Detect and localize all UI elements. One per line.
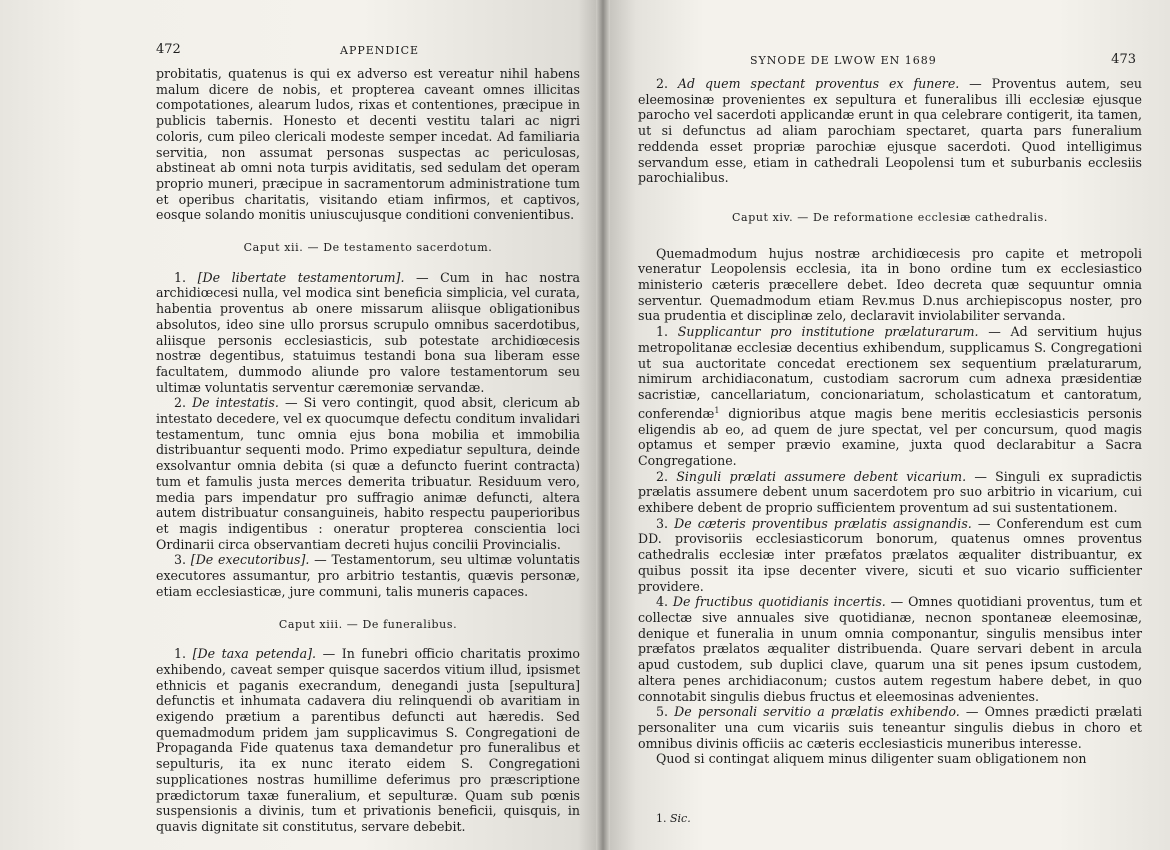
footnote-number: 1. — [656, 812, 670, 826]
article-number: 1. — [656, 324, 678, 340]
page-number-left: 472 — [156, 42, 181, 57]
article-text: — Cum in hac nostra archidiœcesi nulla, vel modica sint beneficia simplicia, vel curata, habentia proventus ab onere missarum aliisque obligationibus absolutos, ideo sine ullo prorsus scrupulo omnibus sacerdotibus, aliisque personis ecclesiasticis, sub potestate archidiœcesis nostræ degentibus, statuimus testandi bona sua liberam esse facultatem, dummodo aliunde pro valore testamentorum seu ultimæ voluntatis serventur cæremoniæ servandæ. — [156, 269, 580, 395]
article-12-1 — [156, 270, 580, 396]
article-number: 3. — [656, 515, 675, 531]
paragraph-quod-si: Quod si contingat aliquem minus diligenter suam obligationem non — [656, 751, 1087, 767]
article-title: De cæteris proventibus prælatis assignandis. — [674, 515, 972, 531]
article-12-2 — [156, 395, 580, 552]
article-number: 1. — [174, 646, 193, 662]
article-number: 2. — [656, 468, 677, 484]
article-title: [De executoribus]. — [190, 552, 310, 568]
article-title: Supplicantur pro institutione prælaturarum. — [677, 324, 979, 340]
paragraph-probitatis: probitatis, quatenus is qui ex adverso est vereatur nihil habens malum dicere de nobis, et propterea caveant omnes illicitas compotationes, alearum ludos, rixas et contentiones, præcipue in publicis tabernis. Honesto et decenti vestitu talari ac nigri coloris, cum pileo clericali modeste semper incedat. Ad familiaria servitia, non assumat personas suspectas ac periculosas, abstineat ab omni nota turpis aviditatis, sed sedulam det operam proprio muneri, præcipue in sacramentorum administratione tum et operibus charitatis, visitando etiam infirmos, et captivos, eosque solando monitis uniuscujusque conditioni convenientibus. — [156, 66, 580, 223]
article-text: — Ad servitium hujus metropolitanæ ecclesiæ decentius exhibendum, supplicamus S. Congregationi ut sua auctoritate concedat erectionem sex sequentium prælaturarum, nimirum archidiaconatum, custodiam sacrorum cum adnexa præsidentiæ sacristiæ, cancellariatum, concionariatum, scholasticatum et cantoratum, conferendæ — [638, 324, 1142, 421]
article-12-3 — [156, 552, 580, 599]
right-page — [602, 0, 1170, 850]
article-text: — Conferendum est cum DD. provisoriis ecclesiasticorum bonorum, quatenus omnes proventus cathedralis ecclesiæ inter præfatos prælatos æqualiter distribuantur, ex quibus possit ita ipse decenter vivere, sicuti et suo vicario sufficienter providere. — [638, 515, 1142, 594]
article-text: — Omnes prædicti prælati personaliter una cum vicariis suis teneantur singulis diebus in choro et omnibus divinis officiis ac cæteris ecclesiasticis muneribus interesse. — [638, 704, 1142, 751]
running-header-left — [156, 42, 580, 60]
article-text-continued: dignioribus atque magis bene meritis ecclesiasticis personis eligendis ab eo, ad quem de jure spectat, vel per concursum, quod magis optamus et semper prævio examine, juxta quod declarabitur a Sacra Congregatione. — [638, 405, 1142, 468]
article-14-2 — [638, 469, 1142, 516]
article-title: Singuli prælati assumere debent vicarium. — [676, 468, 967, 484]
book-gutter — [596, 0, 610, 850]
article-14-3 — [638, 516, 1142, 595]
article-number: 3. — [174, 552, 191, 568]
running-title-left: APPENDICE — [340, 44, 420, 57]
chapter-heading-14: Caput xiv. — De reformatione ecclesiæ cathedralis. — [732, 210, 1048, 224]
article-14-5 — [638, 704, 1142, 751]
article-13-2 — [638, 76, 1142, 186]
article-title: De personali servitio a prælatis exhibendo. — [674, 704, 960, 720]
article-number: 2. — [174, 395, 193, 411]
running-title-right: SYNODE DE LWOW EN 1689 — [750, 54, 937, 67]
article-number: 4. — [656, 594, 673, 610]
footnote-marker: 1 — [714, 405, 720, 415]
article-title: [De taxa petenda]. — [192, 646, 317, 662]
article-text: — Testamentorum, seu ultimæ voluntatis executores assumantur, pro arbitrio testantis, quævis personæ, etiam ecclesiasticæ, jure communi, talis muneris capaces. — [156, 552, 581, 599]
article-title: [De libertate testamentorum]. — [197, 269, 405, 285]
article-title: De intestatis. — [192, 395, 279, 411]
article-14-4 — [638, 594, 1142, 704]
article-text: — Singuli ex supradictis prælatis assumere debent unum sacerdotem pro suo arbitrio in vicarium, cui exhibere debent de proprio sufficientem proventum ad sui sustentationem. — [638, 468, 1142, 516]
running-header-right — [638, 52, 1142, 70]
article-text: — Omnes quotidiani proventus, tum et collectæ sive annuales sive quotidianæ, necnon spontaneæ eleemosinæ, denique et funeralia in unum omnia componantur, singulis mensibus inter præfatos prælatos æqualiter distribuenda. Quare servari debent in arcula apud custodem, sub duplici clave, quarum una sit penes ipsum custodem, altera penes archidiaconum; custos autem regestum habere debet, in quo connotabit singulis diebus fructus et eleemosinas advenientes. — [638, 594, 1142, 704]
article-text: — In funebri officio charitatis proximo exhibendo, caveat semper quisque sacerdos vitium illud, ipsismet ethnicis et paganis execrandum, denegandi justa [sepultura] defunctis et inhumata cadavera diu relinquendi ob avaritiam in exigendo prætium a parentibus defuncti aut hæredis. Sed quemadmodum pridem jam supplicavimus S. Congregationi de Propaganda Fide quatenus taxa demandetur pro funeralibus et sepulturis, ita ex nunc iterato eidem S. Congregationi supplicationes nostras humillime deferimus pro præscriptione prædictorum taxæ funeralium, et sepulturæ. Quam sub pœnis suspensionis a divinis, tum et privationis beneficii, quisquis, in quavis dignitate sit constitutus, servare debebit. — [156, 646, 580, 834]
chapter-heading-13: Caput xiii. — De funeralibus. — [278, 617, 458, 631]
chapter-heading-12: Caput xii. — De testamento sacerdotum. — [243, 241, 493, 255]
article-number: 5. — [656, 704, 675, 720]
page-number-right: 473 — [1111, 52, 1136, 67]
paragraph-quemadmodum: Quemadmodum hujus nostræ archidiœcesis pro capite et metropoli veneratur Leopolensis ecclesia, ita in bono ordine tum ex ecclesiastico ministerio cæteris præcellere debet. Ideo decreta quæ sequuntur omnia serventur. Quemadmodum etiam Rev.mus D.nus archiepiscopus noster, pro sua prudentia et disciplinæ zelo, declaravit inviolabiliter servanda. — [638, 245, 1142, 324]
article-title: Ad quem spectant proventus ex funere. — [677, 76, 960, 91]
article-13-1 — [156, 646, 580, 834]
article-title: De fructibus quotidianis incertis. — [672, 594, 886, 610]
article-text: — Proventus autem, seu eleemosinæ provenientes ex sepultura et funeralibus illi ecclesiæ ejusque parocho vel sacerdoti applicandæ erunt in qua celebrare contigerit, ita tamen, ut si defunctus ad aliam parochiam spectaret, quarta pars funeralium reddenda esset propriæ parochiæ ejusque sacerdoti. Quod intelligimus servandum esse, etiam in cathedrali Leopolensi tum et suburbanis ecclesiis parochialibus. — [638, 76, 1142, 186]
article-number: 2. — [656, 76, 678, 91]
article-number: 1. — [174, 269, 198, 285]
footnote-text: Sic. — [670, 812, 691, 826]
footnote — [638, 811, 1142, 827]
article-text: — Si vero contingit, quod absit, clericum ab intestato decedere, vel ex quocumque defectu conditum invalidari testamentum, tunc omnia ejus bona mobilia et immobilia distribuantur sequenti modo. Primo expediatur sepultura, deinde exsolvantur omnia debita (si quæ a defuncto fuerint contracta) tum et famulis justa merces demerita tribuatur. Residuum vero, media pars impendatur pro suffragio animæ defuncti, altera autem distribuatur consanguineis, habito respectu pauperioribus et magis indigentibus : oneratur propterea conscientia loci Ordinarii circa observantiam decreti hujus concilii Provincialis. — [156, 395, 580, 552]
article-14-1 — [638, 324, 1142, 469]
